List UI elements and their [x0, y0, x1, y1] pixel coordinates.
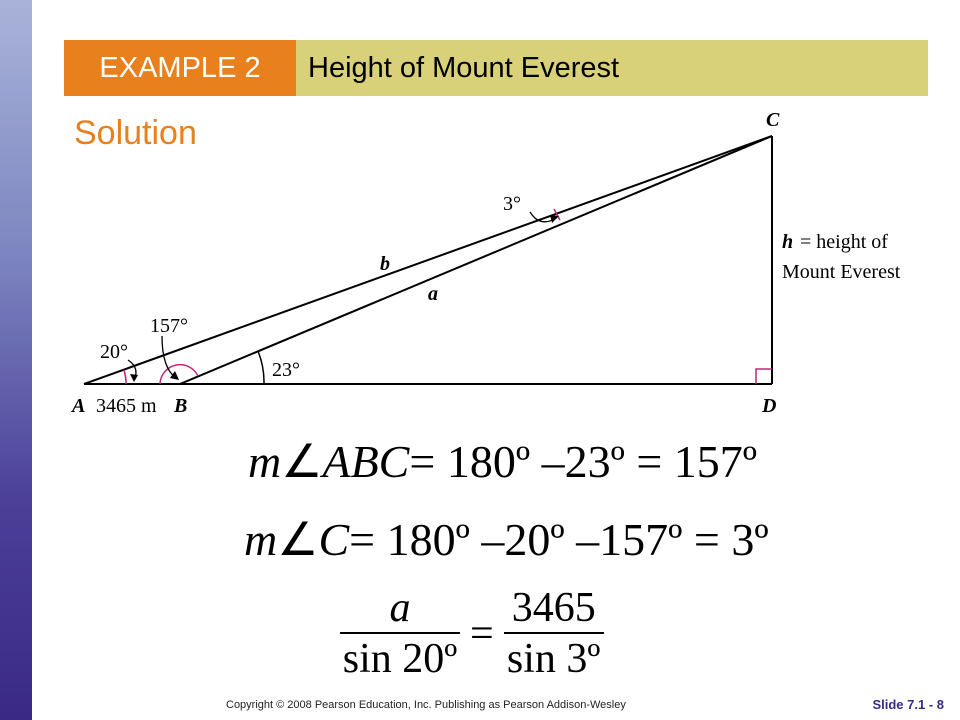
fraction-right-denominator: sin 3º — [506, 636, 601, 682]
eq1-m: m — [248, 436, 282, 487]
h-variable-label: h — [782, 231, 794, 253]
arrowhead-157 — [170, 371, 179, 380]
fraction-left-numerator: a — [389, 585, 411, 631]
fraction-right-numerator: 3465 — [511, 585, 596, 631]
angle-symbol: ∠ — [281, 436, 323, 487]
line-ac — [84, 136, 772, 384]
eq2-m: m — [244, 514, 278, 565]
angle-arc-dbc — [258, 351, 264, 384]
arrowhead-3 — [550, 215, 559, 223]
equation-2 — [244, 512, 769, 566]
angle-c-label: 3° — [503, 193, 521, 215]
copyright-text: Copyright © 2008 Pearson Education, Inc. Publishing as Pearson Addison-Wesley — [226, 699, 626, 711]
eq1-rhs: = 180º –23º = 157º — [409, 436, 758, 487]
angle-arc-a — [124, 370, 126, 384]
vertex-c-label: C — [766, 109, 780, 131]
equals-sign: = — [470, 611, 494, 657]
fraction-left-denominator: sin 20º — [342, 636, 458, 682]
fraction-right — [504, 584, 604, 684]
arrowhead-20 — [130, 374, 138, 382]
side-b-label: b — [380, 253, 390, 275]
equation-1 — [248, 434, 757, 488]
section-title: Solution — [74, 114, 197, 152]
example-tag: EXAMPLE 2 — [64, 40, 296, 96]
angle-arc-abc — [160, 365, 198, 384]
equation-3 — [340, 584, 604, 684]
slide-number: Slide 7.1 - 8 — [872, 697, 944, 712]
vertex-d-label: D — [762, 395, 777, 417]
eq1-name: ABC — [322, 436, 410, 487]
angle-dbc-label: 23° — [272, 359, 300, 381]
vertex-b-label: B — [174, 395, 188, 417]
side-a-label: a — [428, 283, 438, 305]
angle-abc-label: 157° — [150, 315, 188, 337]
example-title: Height of Mount Everest — [296, 40, 928, 96]
angle-symbol: ∠ — [277, 514, 319, 565]
eq2-rhs: = 180º –20º –157º = 3º — [349, 514, 769, 565]
vertex-a-label: A — [72, 395, 86, 417]
eq2-name: C — [318, 514, 350, 565]
angle-a-label: 20° — [100, 341, 128, 363]
h-label-line1: = height of — [800, 231, 888, 253]
h-label-line2: Mount Everest — [782, 261, 901, 283]
side-ab-label: 3465 m — [96, 395, 157, 417]
right-angle-marker — [756, 369, 772, 384]
line-bc — [180, 136, 772, 384]
fraction-left — [340, 584, 460, 684]
